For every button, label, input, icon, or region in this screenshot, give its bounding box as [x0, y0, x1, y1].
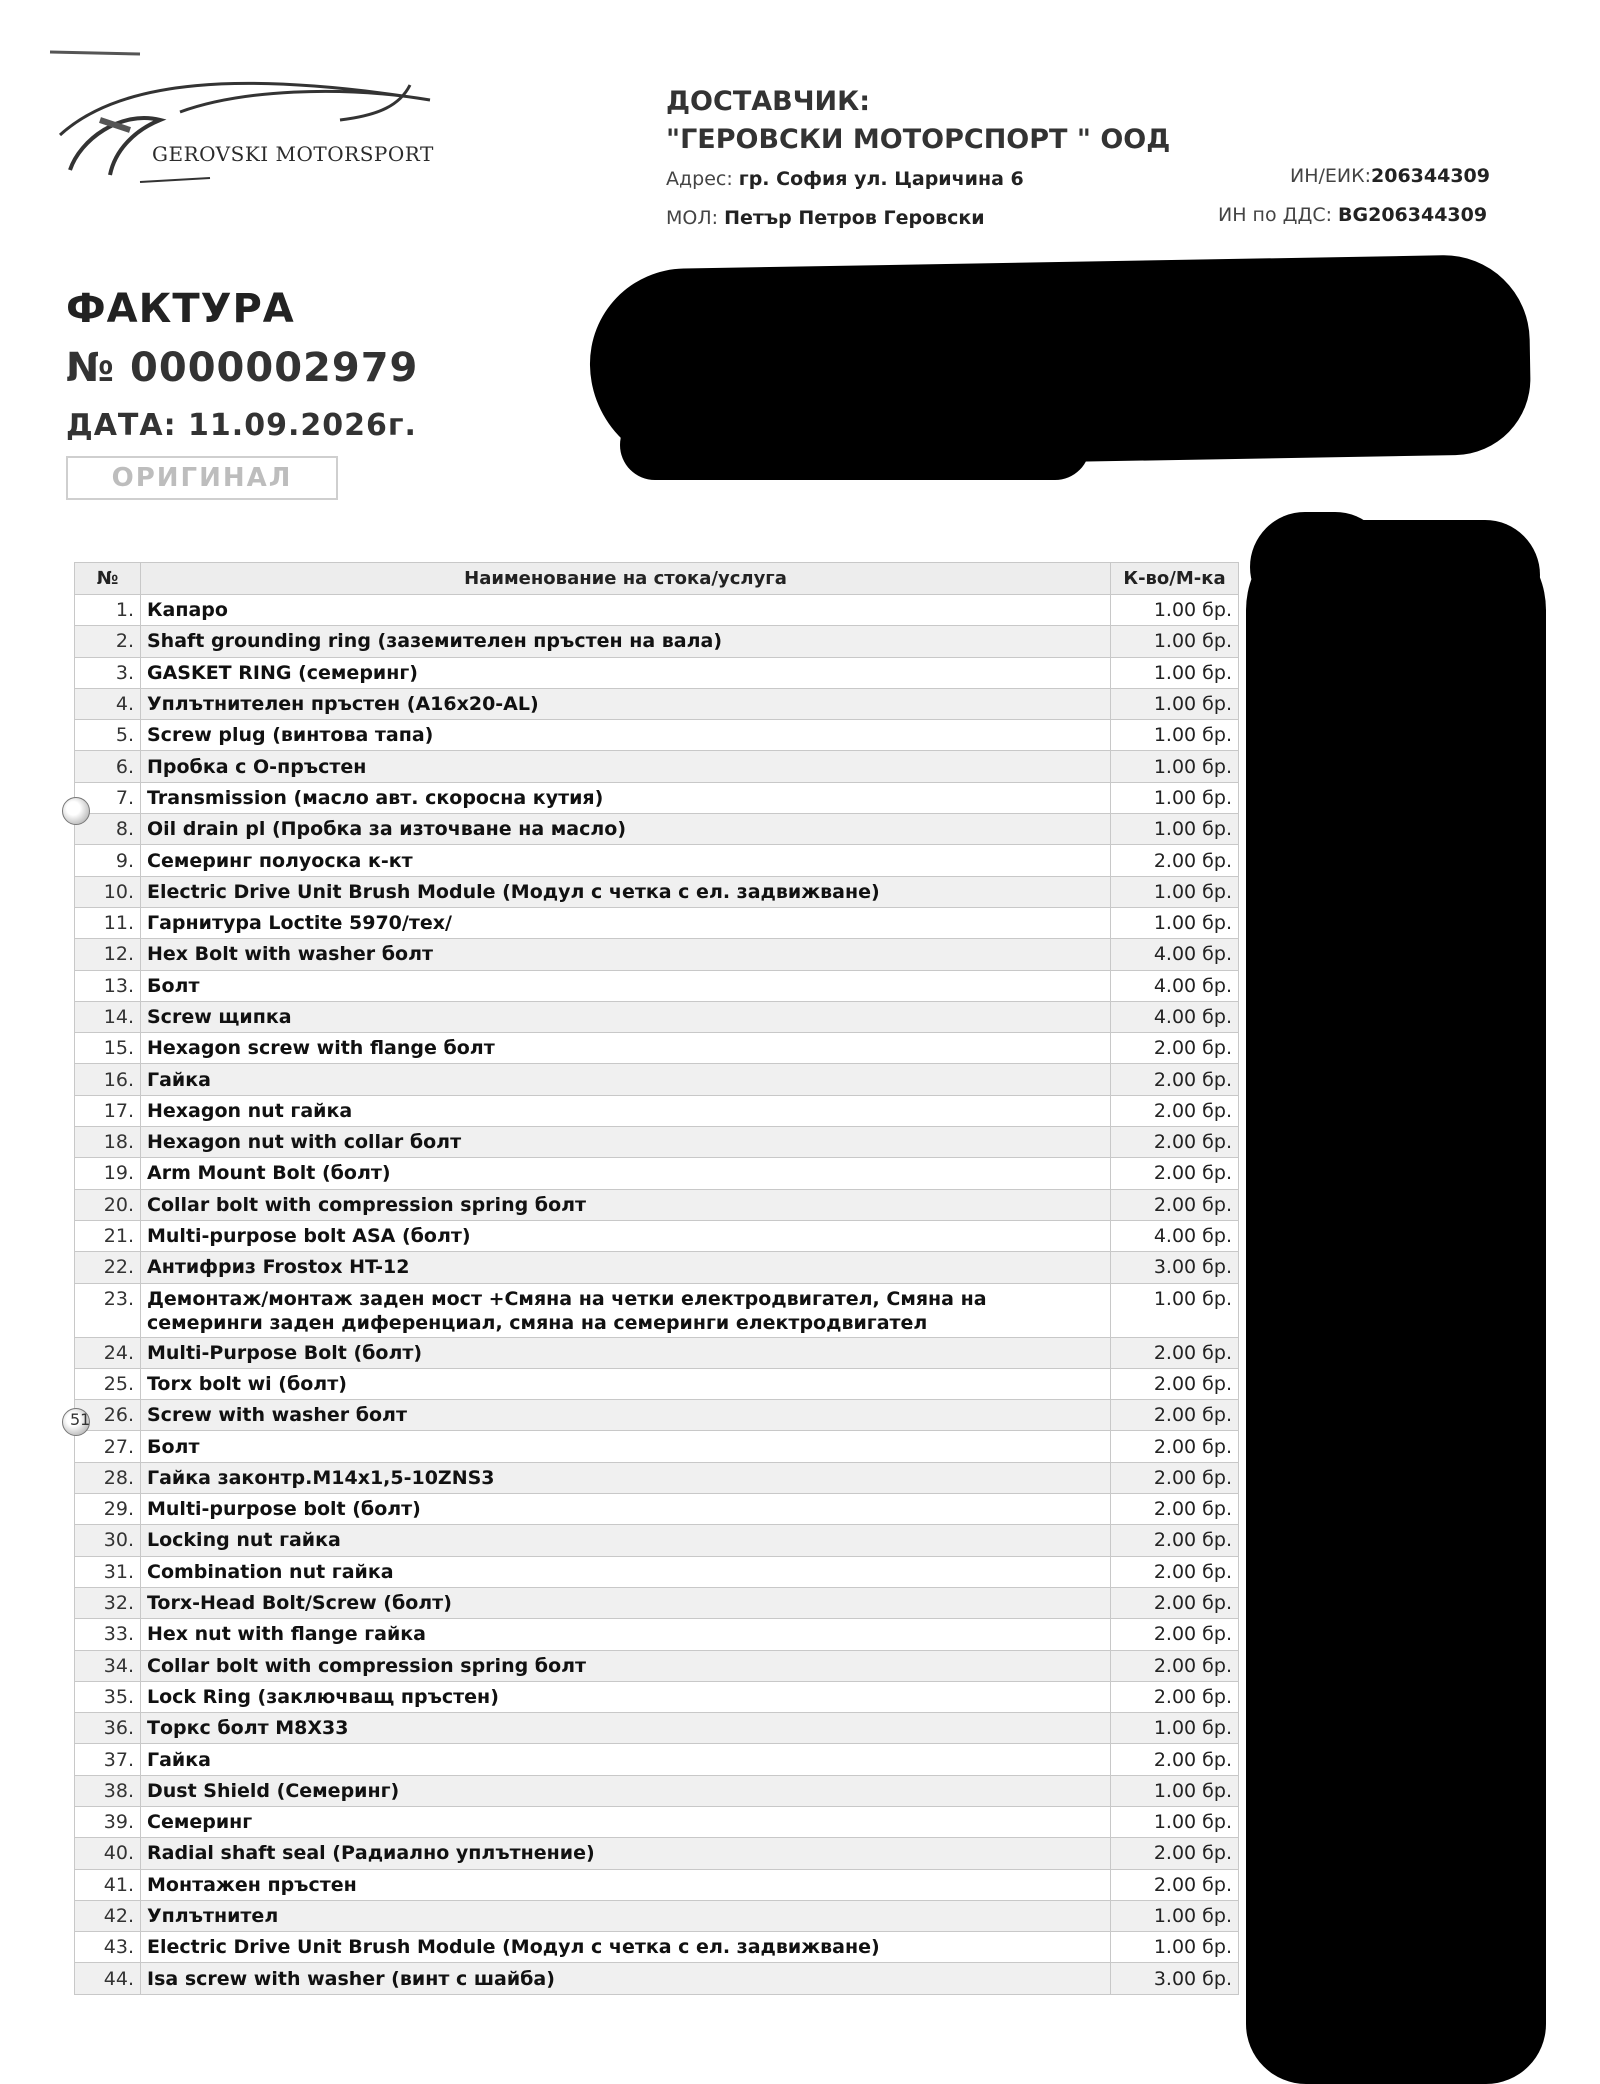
- item-name: Семеринг полуоска к-кт: [141, 845, 1111, 876]
- eik-value: 206344309: [1371, 165, 1490, 187]
- item-name: Dust Shield (Семеринг): [141, 1775, 1111, 1806]
- table-row: [75, 751, 1239, 782]
- item-quantity: 2.00 бр.: [1111, 1462, 1239, 1493]
- supplier-name: "ГЕРОВСКИ МОТОРСПОРТ " ООД: [666, 124, 1171, 155]
- item-name: Collar bolt with compression spring болт: [141, 1650, 1111, 1681]
- invoice-number: № 0000002979: [66, 345, 419, 391]
- item-quantity: 2.00 бр.: [1111, 1650, 1239, 1681]
- item-name: Multi-Purpose Bolt (болт): [141, 1337, 1111, 1368]
- table-row: [75, 1431, 1239, 1462]
- item-quantity: 1.00 бр.: [1111, 782, 1239, 813]
- table-row: [75, 1838, 1239, 1869]
- items-table: [74, 562, 1239, 1995]
- table-row: [75, 1220, 1239, 1251]
- item-number: 26.: [75, 1400, 141, 1431]
- table-row: [75, 939, 1239, 970]
- item-name: Combination nut гайка: [141, 1556, 1111, 1587]
- table-row: [75, 1775, 1239, 1806]
- table-row: [75, 1869, 1239, 1900]
- item-quantity: 3.00 бр.: [1111, 1963, 1239, 1994]
- table-row: [75, 970, 1239, 1001]
- item-number: 35.: [75, 1681, 141, 1712]
- table-header-row: [75, 563, 1239, 595]
- table-row: [75, 1525, 1239, 1556]
- item-quantity: 2.00 бр.: [1111, 1619, 1239, 1650]
- item-number: 32.: [75, 1587, 141, 1618]
- invoice-date: ДАТА: 11.09.2026г.: [66, 408, 417, 443]
- header-number: №: [75, 563, 141, 595]
- item-name: Гайка: [141, 1744, 1111, 1775]
- item-number: 18.: [75, 1127, 141, 1158]
- item-name: Radial shaft seal (Радиално уплътнение): [141, 1838, 1111, 1869]
- original-stamp: ОРИГИНАЛ: [66, 456, 338, 500]
- table-row: [75, 1713, 1239, 1744]
- supplier-mol: [666, 207, 985, 229]
- item-quantity: 1.00 бр.: [1111, 1900, 1239, 1931]
- item-quantity: 2.00 бр.: [1111, 1337, 1239, 1368]
- table-row: [75, 1064, 1239, 1095]
- redaction-prices: [1246, 520, 1546, 2084]
- table-row: [75, 1033, 1239, 1064]
- item-name: Hexagon screw with flange болт: [141, 1033, 1111, 1064]
- table-row: [75, 1158, 1239, 1189]
- item-quantity: 2.00 бр.: [1111, 1158, 1239, 1189]
- item-name: Hexagon nut with collar болт: [141, 1127, 1111, 1158]
- item-number: 27.: [75, 1431, 141, 1462]
- item-quantity: 2.00 бр.: [1111, 1368, 1239, 1399]
- item-quantity: 1.00 бр.: [1111, 688, 1239, 719]
- item-name: Locking nut гайка: [141, 1525, 1111, 1556]
- item-name: Гайка: [141, 1064, 1111, 1095]
- item-name: Уплътнителен пръстен (A16x20-AL): [141, 688, 1111, 719]
- item-name: Isa screw with washer (винт с шайба): [141, 1963, 1111, 1994]
- item-quantity: 1.00 бр.: [1111, 907, 1239, 938]
- item-name: Капаро: [141, 595, 1111, 626]
- item-name: Болт: [141, 1431, 1111, 1462]
- invoice-title: ФАКТУРА: [66, 286, 295, 332]
- table-row: [75, 688, 1239, 719]
- eik-label: ИН/ЕИК:: [1290, 165, 1372, 187]
- item-number: 37.: [75, 1744, 141, 1775]
- item-name: Демонтаж/монтаж заден мост +Смяна на четки електродвигател, Смяна на семеринги заден диференциал, смяна на семеринги електродвигател: [141, 1283, 1111, 1337]
- mol-value: Петър Петров Геровски: [724, 207, 985, 229]
- table-row: [75, 1001, 1239, 1032]
- item-number: 12.: [75, 939, 141, 970]
- item-quantity: 1.00 бр.: [1111, 626, 1239, 657]
- item-number: 31.: [75, 1556, 141, 1587]
- item-number: 3.: [75, 657, 141, 688]
- item-quantity: 2.00 бр.: [1111, 845, 1239, 876]
- item-name: Hexagon nut гайка: [141, 1095, 1111, 1126]
- table-row: [75, 814, 1239, 845]
- item-number: 22.: [75, 1252, 141, 1283]
- address-value: гр. София ул. Царичина 6: [738, 168, 1024, 190]
- table-row: [75, 1556, 1239, 1587]
- item-number: 5.: [75, 720, 141, 751]
- supplier-vat: [1218, 204, 1487, 226]
- item-number: 11.: [75, 907, 141, 938]
- item-number: 29.: [75, 1494, 141, 1525]
- item-number: 38.: [75, 1775, 141, 1806]
- table-row: [75, 1932, 1239, 1963]
- item-name: Electric Drive Unit Brush Module (Модул с четка с ел. задвижване): [141, 876, 1111, 907]
- table-row: [75, 1252, 1239, 1283]
- item-quantity: 4.00 бр.: [1111, 1001, 1239, 1032]
- redaction-prices-upper-right: [1390, 520, 1540, 630]
- item-quantity: 1.00 бр.: [1111, 751, 1239, 782]
- item-number: 41.: [75, 1869, 141, 1900]
- item-number: 28.: [75, 1462, 141, 1493]
- item-name: GASKET RING (семеринг): [141, 657, 1111, 688]
- item-quantity: 4.00 бр.: [1111, 1220, 1239, 1251]
- item-number: 9.: [75, 845, 141, 876]
- supplier-heading: ДОСТАВЧИК:: [666, 86, 870, 117]
- item-number: 16.: [75, 1064, 141, 1095]
- table-row: [75, 1900, 1239, 1931]
- item-name: Торкс болт M8X33: [141, 1713, 1111, 1744]
- item-quantity: 2.00 бр.: [1111, 1431, 1239, 1462]
- item-number: 10.: [75, 876, 141, 907]
- item-number: 17.: [75, 1095, 141, 1126]
- item-name: Shaft grounding ring (заземителен пръстен на вала): [141, 626, 1111, 657]
- item-quantity: 1.00 бр.: [1111, 1283, 1239, 1337]
- table-row: [75, 1619, 1239, 1650]
- table-row: [75, 876, 1239, 907]
- item-number: 39.: [75, 1806, 141, 1837]
- item-number: 6.: [75, 751, 141, 782]
- item-name: Multi-purpose bolt ASA (болт): [141, 1220, 1111, 1251]
- table-row: [75, 1189, 1239, 1220]
- item-quantity: 2.00 бр.: [1111, 1838, 1239, 1869]
- item-quantity: 2.00 бр.: [1111, 1189, 1239, 1220]
- item-quantity: 2.00 бр.: [1111, 1744, 1239, 1775]
- header-name: Наименование на стока/услуга: [141, 563, 1111, 595]
- mol-label: МОЛ:: [666, 207, 719, 229]
- redaction-prices-upper: [1250, 512, 1390, 622]
- item-name: Screw plug (винтова тапа): [141, 720, 1111, 751]
- item-number: 25.: [75, 1368, 141, 1399]
- item-name: Arm Mount Bolt (болт): [141, 1158, 1111, 1189]
- supplier-address: [666, 168, 1024, 190]
- item-number: 24.: [75, 1337, 141, 1368]
- supplier-eik: [1290, 165, 1490, 187]
- item-number: 43.: [75, 1932, 141, 1963]
- item-number: 14.: [75, 1001, 141, 1032]
- table-row: [75, 1337, 1239, 1368]
- table-row: [75, 720, 1239, 751]
- logo-text: GEROVSKI MOTORSPORT: [152, 142, 434, 166]
- item-name: Пробка с О-пръстен: [141, 751, 1111, 782]
- table-row: [75, 1368, 1239, 1399]
- item-quantity: 1.00 бр.: [1111, 720, 1239, 751]
- item-number: 40.: [75, 1838, 141, 1869]
- table-row: [75, 657, 1239, 688]
- item-quantity: 4.00 бр.: [1111, 939, 1239, 970]
- item-quantity: 4.00 бр.: [1111, 970, 1239, 1001]
- table-row: [75, 1283, 1239, 1337]
- item-quantity: 2.00 бр.: [1111, 1869, 1239, 1900]
- item-name: Антифриз Frostox HT-12: [141, 1252, 1111, 1283]
- item-name: Torx-Head Bolt/Screw (болт): [141, 1587, 1111, 1618]
- table-row: [75, 595, 1239, 626]
- item-number: 15.: [75, 1033, 141, 1064]
- item-quantity: 2.00 бр.: [1111, 1033, 1239, 1064]
- item-name: Уплътнител: [141, 1900, 1111, 1931]
- table-row: [75, 1806, 1239, 1837]
- item-number: 4.: [75, 688, 141, 719]
- vat-label: ИН по ДДС:: [1218, 204, 1332, 226]
- item-number: 21.: [75, 1220, 141, 1251]
- margin-mark: 51: [70, 1410, 91, 1429]
- item-name: Multi-purpose bolt (болт): [141, 1494, 1111, 1525]
- item-quantity: 2.00 бр.: [1111, 1064, 1239, 1095]
- item-name: Oil drain pl (Пробка за източване на масло): [141, 814, 1111, 845]
- table-row: [75, 907, 1239, 938]
- punch-hole-mark: [62, 797, 90, 825]
- company-logo: [40, 50, 440, 190]
- item-number: 42.: [75, 1900, 141, 1931]
- table-row: [75, 1400, 1239, 1431]
- item-name: Гайка законтр.M14x1,5-10ZNS3: [141, 1462, 1111, 1493]
- item-quantity: 1.00 бр.: [1111, 1932, 1239, 1963]
- table-row: [75, 1681, 1239, 1712]
- item-name: Torx bolt wi (болт): [141, 1368, 1111, 1399]
- item-name: Hex Bolt with washer болт: [141, 939, 1111, 970]
- item-name: Screw щипка: [141, 1001, 1111, 1032]
- item-name: Болт: [141, 970, 1111, 1001]
- item-number: 44.: [75, 1963, 141, 1994]
- item-number: 23.: [75, 1283, 141, 1337]
- vat-value: BG206344309: [1338, 204, 1488, 226]
- item-quantity: 2.00 бр.: [1111, 1127, 1239, 1158]
- header-qty: К-во/М-ка: [1111, 563, 1239, 595]
- item-number: 36.: [75, 1713, 141, 1744]
- table-row: [75, 1587, 1239, 1618]
- redaction-recipient-lower: [620, 410, 1090, 480]
- item-quantity: 2.00 бр.: [1111, 1556, 1239, 1587]
- item-name: Семеринг: [141, 1806, 1111, 1837]
- table-row: [75, 1650, 1239, 1681]
- table-row: [75, 782, 1239, 813]
- item-quantity: 1.00 бр.: [1111, 657, 1239, 688]
- item-name: Гарнитура Loctite 5970/тех/: [141, 907, 1111, 938]
- item-quantity: 2.00 бр.: [1111, 1494, 1239, 1525]
- item-name: Transmission (масло авт. скоросна кутия): [141, 782, 1111, 813]
- table-row: [75, 845, 1239, 876]
- table-row: [75, 626, 1239, 657]
- item-quantity: 1.00 бр.: [1111, 1806, 1239, 1837]
- item-number: 13.: [75, 970, 141, 1001]
- items-body: [75, 595, 1239, 1995]
- table-row: [75, 1095, 1239, 1126]
- table-row: [75, 1127, 1239, 1158]
- item-number: 20.: [75, 1189, 141, 1220]
- item-number: 33.: [75, 1619, 141, 1650]
- item-name: Collar bolt with compression spring болт: [141, 1189, 1111, 1220]
- item-quantity: 2.00 бр.: [1111, 1681, 1239, 1712]
- item-quantity: 1.00 бр.: [1111, 1775, 1239, 1806]
- item-quantity: 1.00 бр.: [1111, 876, 1239, 907]
- item-name: Electric Drive Unit Brush Module (Модул с четка с ел. задвижване): [141, 1932, 1111, 1963]
- item-number: 7.: [75, 782, 141, 813]
- item-quantity: 1.00 бр.: [1111, 814, 1239, 845]
- item-quantity: 2.00 бр.: [1111, 1587, 1239, 1618]
- item-name: Монтажен пръстен: [141, 1869, 1111, 1900]
- item-number: 19.: [75, 1158, 141, 1189]
- address-label: Адрес:: [666, 168, 733, 190]
- item-name: Screw with washer болт: [141, 1400, 1111, 1431]
- item-quantity: 3.00 бр.: [1111, 1252, 1239, 1283]
- item-number: 2.: [75, 626, 141, 657]
- item-quantity: 2.00 бр.: [1111, 1525, 1239, 1556]
- item-number: 30.: [75, 1525, 141, 1556]
- item-name: Lock Ring (заключващ пръстен): [141, 1681, 1111, 1712]
- item-number: 8.: [75, 814, 141, 845]
- item-quantity: 2.00 бр.: [1111, 1095, 1239, 1126]
- item-number: 1.: [75, 595, 141, 626]
- logo-swoosh-icon: [40, 50, 440, 190]
- item-quantity: 2.00 бр.: [1111, 1400, 1239, 1431]
- table-row: [75, 1494, 1239, 1525]
- table-row: [75, 1963, 1239, 1994]
- table-row: [75, 1744, 1239, 1775]
- item-quantity: 1.00 бр.: [1111, 1713, 1239, 1744]
- item-quantity: 1.00 бр.: [1111, 595, 1239, 626]
- table-row: [75, 1462, 1239, 1493]
- item-name: Hex nut with flange гайка: [141, 1619, 1111, 1650]
- item-number: 34.: [75, 1650, 141, 1681]
